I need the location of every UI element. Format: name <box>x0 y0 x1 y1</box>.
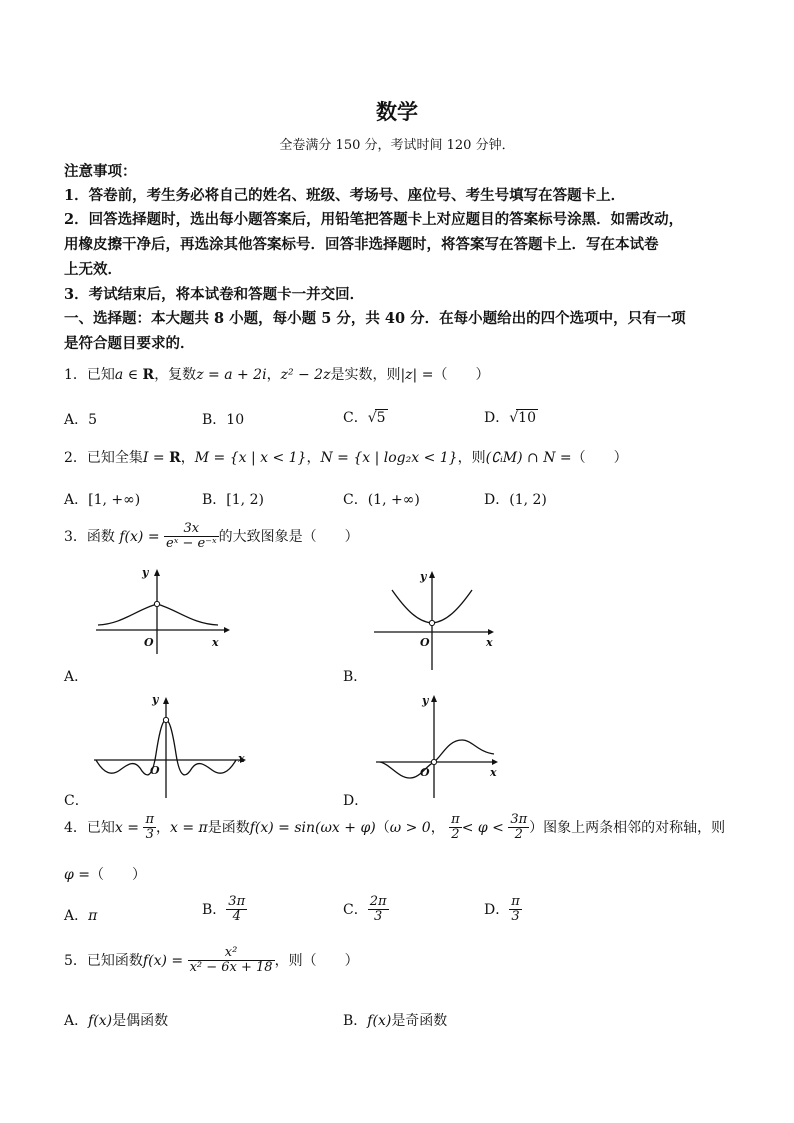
section-heading-cont: 是符合题目要求的． <box>64 335 195 352</box>
question-2 <box>64 447 628 467</box>
q1-text: ，复数 <box>154 367 197 383</box>
svg-text:O: O <box>420 766 430 779</box>
q4-option-b: B． $\frac{3\pi}{4}$ <box>202 894 246 925</box>
svg-text:x: x <box>490 766 497 779</box>
graph-d <box>372 690 512 800</box>
q3-option-d: D． <box>343 793 369 809</box>
q1-text: （ ） <box>433 367 490 383</box>
q4-option-c: C． $\frac{2\pi}{3}$ <box>343 894 387 925</box>
q3-math: f(x) = <box>119 528 160 545</box>
q4-option-a: A．π <box>64 908 98 924</box>
svg-text:y: y <box>420 570 427 583</box>
svg-text:y: y <box>422 694 429 707</box>
notice-1: 1．答卷前，考生务必将自己的姓名、班级、考场号、座位号、考生号填写在答题卡上． <box>64 187 626 204</box>
q2-text: ，则 <box>457 450 486 466</box>
q1-text: 1．已知 <box>64 367 115 383</box>
q2-math: N = {x | log₂x < 1} <box>320 450 458 466</box>
question-4-cont: φ =（ ） <box>64 867 146 883</box>
q2-option-c: C．(1, +∞) <box>343 492 420 508</box>
q2-text: （ ） <box>571 450 628 466</box>
notice-2-cont: 用橡皮擦干净后，再选涂其他答案标号．回答非选择题时，将答案写在答题卡上．写在本试卷 <box>64 236 659 253</box>
q2-math: (∁ᵢM) ∩ N = <box>485 450 572 466</box>
q1-math: z² − 2z <box>280 367 331 383</box>
section-heading: 一、选择题：本大题共 8 小题，每小题 5 分，共 40 分．在每小题给出的四个选项中，只有一项 <box>64 310 686 327</box>
q1-math: z = a + 2i <box>196 367 267 383</box>
q3-fraction: $\frac{3x}{\text{eˣ − e⁻ˣ}}$ <box>166 521 217 552</box>
q4-fraction-2: $\frac{\pi}{2}$ <box>451 812 460 843</box>
q1-option-a: A．5 <box>64 412 98 428</box>
q5-option-a: A．f(x)是偶函数 <box>64 1013 169 1029</box>
q2-text: ， <box>306 450 321 466</box>
question-4: 4．已知x = $\frac{\pi}{3}$ ，x = π是函数f(x) = sin(ωx + φ)（ω > 0， $\frac{\pi}{2}$ < φ < $\frac{3\pi}{2}$ ）图象上两条相邻的对称轴，则 <box>64 812 726 843</box>
graph-a <box>92 566 232 656</box>
q1-text: 是实数，则 <box>330 367 401 383</box>
q1-option-c: C．√5 <box>343 410 386 426</box>
q4-fraction-3: $\frac{3\pi}{2}$ <box>510 812 528 843</box>
notice-2: 2．回答选择题时，选出每小题答案后，用铅笔把答题卡上对应题目的答案标号涂黑．如需改动， <box>64 211 684 228</box>
q2-text: 2．已知全集 <box>64 450 143 466</box>
svg-text:y: y <box>152 693 159 706</box>
notice-3: 3．考试结束后，将本试卷和答题卡一并交回． <box>64 286 365 303</box>
q2-text: ， <box>180 450 195 466</box>
q2-math: I = <box>142 450 170 466</box>
q1-math: |z| = <box>400 367 434 383</box>
question-3: 3．函数 f(x) = $\frac{3x}{\text{eˣ − e⁻ˣ}}$ 的大致图象是（ ） <box>64 521 359 552</box>
q1-option-d: D．√10 <box>484 410 536 426</box>
svg-text:O: O <box>144 636 154 649</box>
notice-heading: 注意事项： <box>64 163 137 180</box>
graph-b <box>370 566 510 671</box>
question-1 <box>64 364 489 384</box>
q2-option-b: B．[1, 2) <box>202 492 264 508</box>
q5-option-b: B．f(x)是奇函数 <box>343 1013 448 1029</box>
q5-fraction: $\frac{\text{x²}}{\text{x² − 6x + 18}}$ <box>189 945 273 976</box>
svg-text:O: O <box>420 636 430 649</box>
q1-text: ， <box>266 367 281 383</box>
q4-option-d: D． $\frac{\pi}{3}$ <box>484 894 520 925</box>
q1-option-b: B．10 <box>202 412 245 428</box>
svg-text:O: O <box>150 764 160 777</box>
q1-math-set: R <box>142 367 155 383</box>
question-5: 5．已知函数f(x) = $\frac{\text{x²}}{\text{x² − 6x + 18}}$ ，则（ ） <box>64 945 359 976</box>
svg-text:x: x <box>238 752 245 765</box>
q3-option-a: A． <box>64 669 89 685</box>
q2-option-a: A．[1, +∞) <box>64 492 141 508</box>
q2-math: M = {x | x < 1} <box>194 450 307 466</box>
q4-fraction-1: $\frac{\pi}{3}$ <box>145 812 154 843</box>
svg-text:x: x <box>486 636 493 649</box>
graph-c <box>90 690 250 800</box>
q3-option-b: B． <box>343 669 368 685</box>
q3-option-c: C． <box>64 793 89 809</box>
q1-math: a ∈ <box>114 367 143 383</box>
page-title: 数学 <box>376 99 418 124</box>
svg-text:y: y <box>142 566 149 579</box>
q2-math-set: R <box>169 450 181 466</box>
notice-2-end: 上无效． <box>64 261 122 278</box>
q2-option-d: D．(1, 2) <box>484 492 547 508</box>
svg-text:x: x <box>212 636 219 649</box>
exam-info: 全卷满分 150 分，考试时间 120 分钟． <box>279 138 515 153</box>
